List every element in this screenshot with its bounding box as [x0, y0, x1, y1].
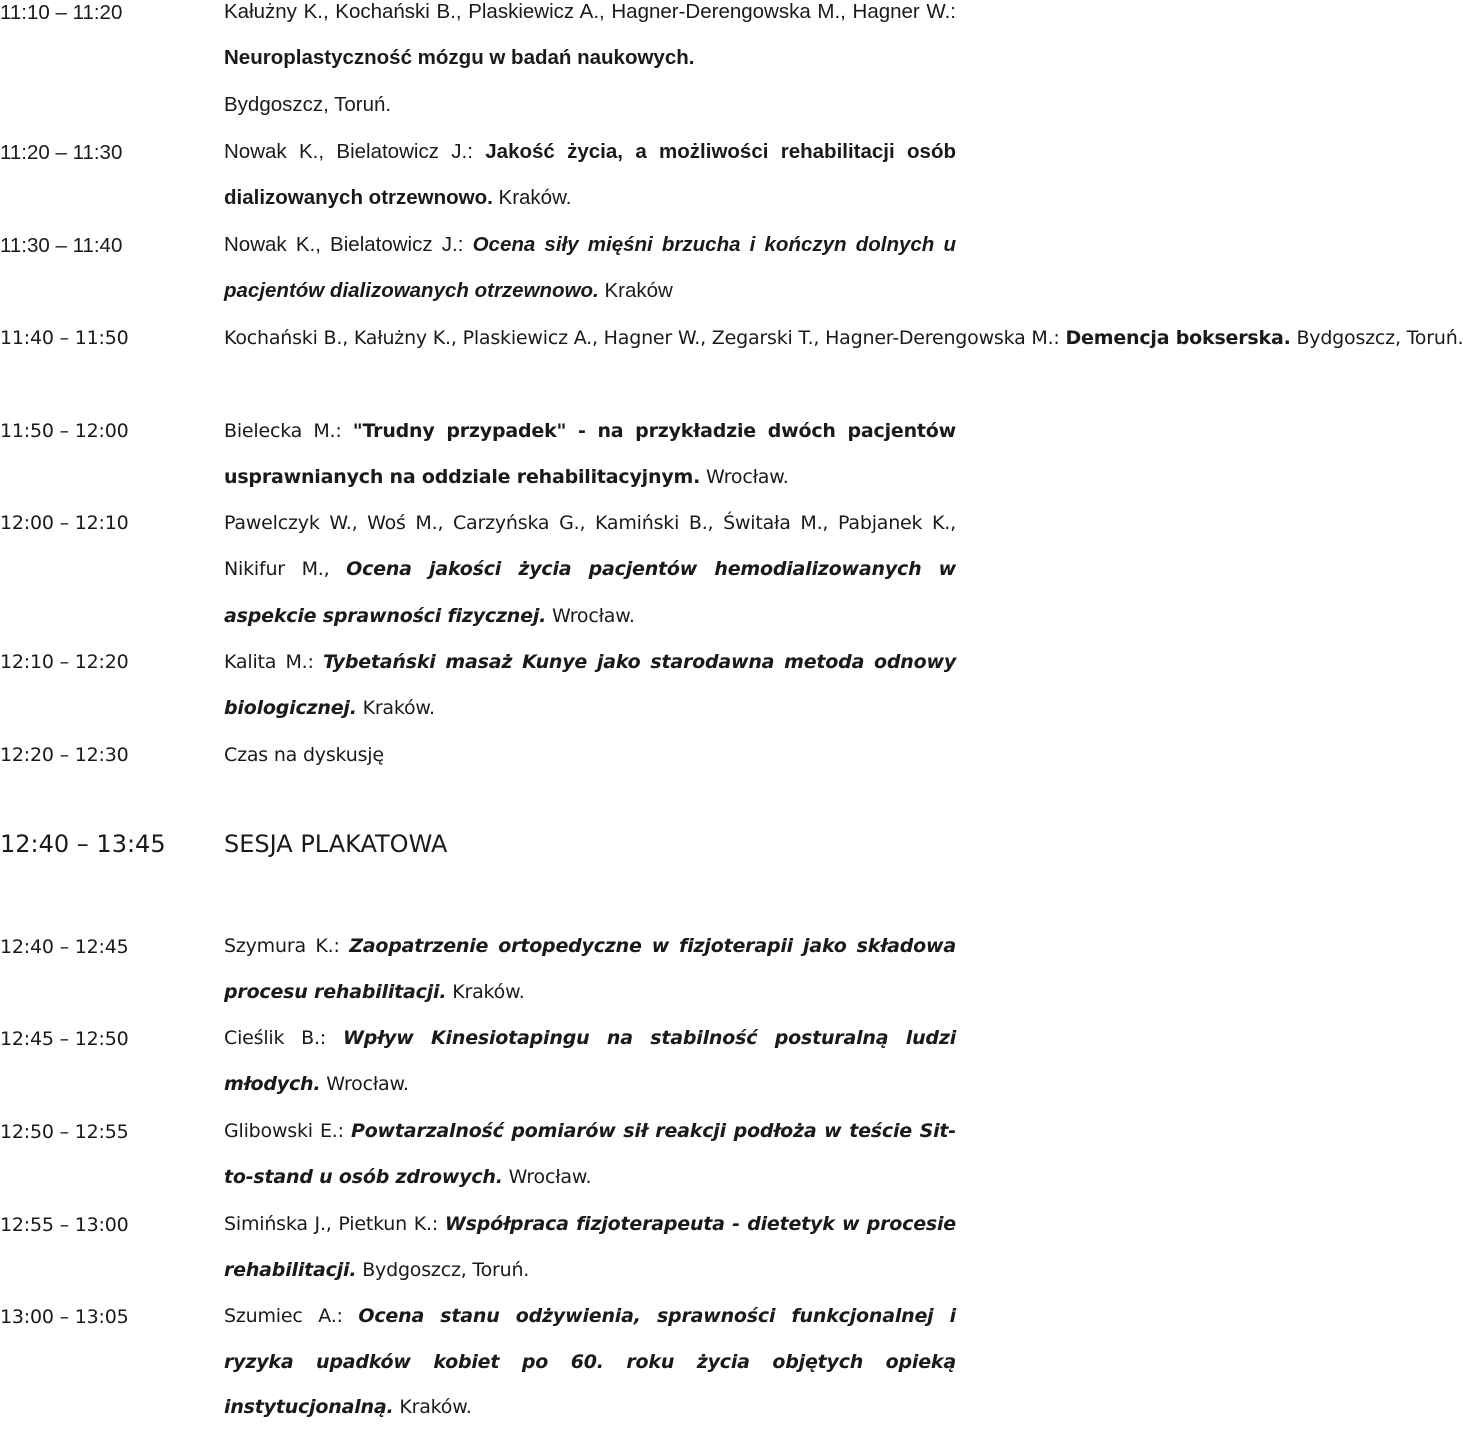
talk-authors: Kałużny K., Kochański B., Plaskiewicz A., Hagner-Derengowska M., Hagner W.: — [224, 0, 956, 23]
poster-title: Ocena stanu odżywienia, sprawności funkcjonalnej i ryzyka upadków kobiet po 60. roku życia objętych opieką instytucjonalną. — [224, 1305, 956, 1418]
poster-entry — [224, 1294, 956, 1431]
talk-authors: Bielecka M.: — [224, 420, 342, 442]
poster-authors: Cieślik B.: — [224, 1027, 327, 1049]
talk-city: Kraków — [604, 279, 673, 303]
poster-authors: Szumiec A.: — [224, 1305, 343, 1327]
poster-entry — [224, 924, 956, 1015]
time-slot: 12:50 – 12:55 — [0, 1121, 129, 1143]
talk-authors: Nowak K., Bielatowicz J.: — [224, 233, 464, 256]
poster-city: Wrocław. — [508, 1165, 592, 1188]
talk-entry — [224, 315, 1463, 361]
time-slot: 12:45 – 12:50 — [0, 1028, 129, 1050]
poster-city: Wrocław. — [326, 1072, 409, 1095]
time-slot: 11:40 – 11:50 — [0, 327, 129, 349]
talk-entry — [224, 408, 956, 501]
session-time: 12:40 – 13:45 — [0, 830, 166, 858]
talk-city: Bydgoszcz, Toruń. — [224, 92, 392, 116]
poster-city: Bydgoszcz, Toruń. — [362, 1258, 530, 1281]
talk-title: "Trudny przypadek" - na przykładzie dwóch pacjentów usprawnianych na oddziale rehabilitacyjnym. — [224, 420, 956, 489]
talk-city: Wrocław. — [705, 466, 789, 489]
time-slot: 11:20 – 11:30 — [0, 141, 123, 164]
time-slot: 12:00 – 12:10 — [0, 512, 129, 534]
time-slot: 11:50 – 12:00 — [0, 420, 129, 442]
poster-entry — [224, 1109, 956, 1200]
poster-authors: Glibowski E.: — [224, 1120, 344, 1142]
poster-authors: Simińska J., Pietkun K.: — [224, 1213, 439, 1235]
talk-city: Bydgoszcz, Toruń. — [1296, 327, 1463, 349]
talk-authors: Nowak K., Bielatowicz J.: — [224, 140, 473, 163]
talk-authors: Kochański B., Kałużny K., Plaskiewicz A., Hagner W., Zegarski T., Hagner-Derengowska M.: — [224, 327, 1060, 349]
poster-city: Kraków. — [399, 1396, 472, 1418]
talk-entry — [224, 222, 956, 315]
talk-authors: Pawelczyk W., Woś M., Carzyńska G., Kamiński B., Świtała M., Pabjanek K., Nikifur M., — [224, 512, 956, 581]
poster-title: Współpraca fizjoterapeuta - dietetyk w procesie rehabilitacji. — [224, 1213, 956, 1281]
talk-entry — [224, 129, 956, 222]
time-slot: 12:10 – 12:20 — [0, 651, 129, 673]
talk-authors: Kalita M.: — [224, 651, 314, 673]
poster-entry — [224, 1016, 956, 1107]
poster-title: Wpływ Kinesiotapingu na stabilność posturalną ludzi młodych. — [224, 1027, 957, 1095]
talk-title: Tybetański masaż Kunye jako starodawna metoda odnowy biologicznej. — [224, 651, 957, 720]
time-slot: 11:30 – 11:40 — [0, 234, 123, 257]
talk-title: Ocena siły mięśni brzucha i kończyn dolnych u pacjentów dializowanych otrzewnowo. — [224, 233, 956, 303]
talk-title: Neuroplastyczność mózgu w badań naukowych. — [224, 46, 695, 70]
talk-city: Wrocław. — [552, 604, 635, 627]
time-slot: 11:10 – 11:20 — [0, 1, 123, 24]
time-slot: 13:00 – 13:05 — [0, 1306, 129, 1328]
poster-entry — [224, 1202, 956, 1293]
talk-title: Ocena jakości życia pacjentów hemodializowanych w aspekcie sprawności fizycznej. — [224, 558, 956, 627]
poster-authors: Szymura K.: — [224, 935, 340, 957]
time-slot: 12:40 – 12:45 — [0, 936, 129, 958]
poster-title: Powtarzalność pomiarów sił reakcji podłoża w teście Sit-to-stand u osób zdrowych. — [224, 1120, 956, 1188]
talk-title: Jakość życia, a możliwości rehabilitacji osób dializowanych otrzewnowo. — [224, 140, 956, 210]
talk-entry — [224, 639, 956, 732]
talk-title: Demencja bokserska. — [1065, 327, 1291, 349]
poster-city: Kraków. — [452, 980, 525, 1003]
talk-city: Kraków. — [362, 697, 435, 720]
talk-city: Kraków. — [498, 186, 572, 210]
talk-entry — [224, 0, 956, 128]
time-slot: 12:55 – 13:00 — [0, 1214, 129, 1236]
session-title: SESJA PLAKATOWA — [224, 830, 448, 858]
talk-entry — [224, 500, 956, 639]
time-slot: 12:20 – 12:30 — [0, 744, 129, 766]
poster-title: Zaopatrzenie ortopedyczne w fizjoterapii jako składowa procesu rehabilitacji. — [224, 935, 956, 1003]
discussion-entry — [224, 732, 956, 778]
discussion-text: Czas na dyskusję — [224, 744, 384, 766]
